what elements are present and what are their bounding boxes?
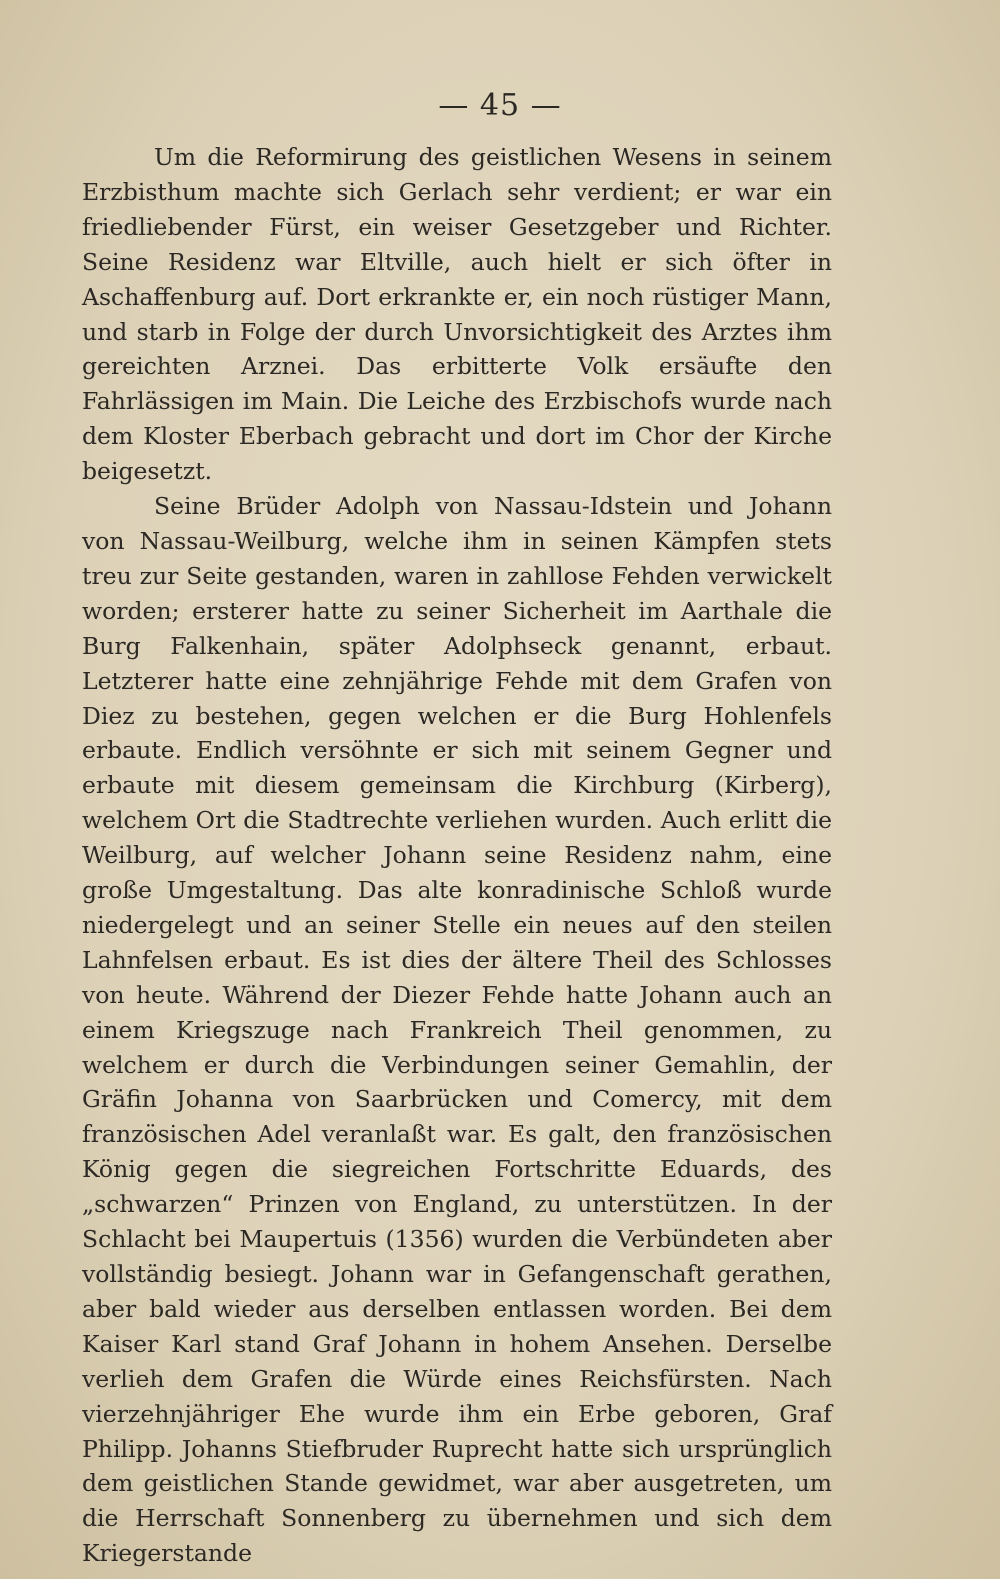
page-number: — 45 — [438, 88, 562, 123]
paragraph-2: Seine Brüder Adolph von Nassau-Idstein und Johann von Nassau-Weilburg, welche ihm in seinen Kämpfen stets treu zur Seite gestanden, waren in zahllose Fehden verwickelt worden; ersterer hatte zu seiner Sicherheit im Aarthale die Burg Falkenhain, später Adolphseck genannt, erbaut. Letzterer hatte eine zehnjährige Fehde mit dem Grafen von Diez zu bestehen, gegen welchen er die Burg Hohlenfels erbaute. Endlich versöhnte er sich mit seinem Gegner und erbaute mit diesem gemeinsam die Kirchburg (Kirberg), welchem Ort die Stadtrechte verliehen wurden. Auch erlitt die Weilburg, auf welcher Johann seine Residenz nahm, eine große Umgestaltung. Das alte konradinische Schloß wurde niedergelegt und an seiner Stelle ein neues auf den steilen Lahnfelsen erbaut. Es ist dies der ältere Theil des Schlosses von heute. Während der Diezer Fehde hatte Johann auch an einem Kriegszuge nach Frankreich Theil genommen, zu welchem er durch die Verbindungen seiner Gemahlin, der Gräfin Johanna von Saarbrücken und Comercy, mit dem französischen Adel veranlaßt war. Es galt, den französischen König gegen die siegreichen Fortschritte Eduards, des „schwarzen“ Prinzen von England, zu unterstützen. In der Schlacht bei Maupertuis (1356) wurden die Verbündeten aber vollständig besiegt. Johann war in Gefangenschaft gerathen, aber bald wieder aus derselben entlassen worden. Bei dem Kaiser Karl stand Graf Johann in hohem Ansehen. Derselbe verlieh dem Grafen die Würde eines Reichsfürsten. Nach vierzehnjähriger Ehe wurde ihm ein Erbe geboren, Graf Philipp. Johanns Stiefbruder Ruprecht hatte sich ursprünglich dem geistlichen Stande gewidmet, war aber ausgetreten, um die Herrschaft Sonnenberg zu übernehmen und sich dem Kriegerstande [82, 492, 832, 1568]
paragraph-1: Um die Reformirung des geistlichen Wesens in seinem Erzbisthum machte sich Gerlach sehr verdient; er war ein friedliebender Fürst, ein weiser Gesetzgeber und Richter. Seine Residenz war Eltville, auch hielt er sich öfter in Aschaffenburg auf. Dort erkrankte er, ein noch rüstiger Mann, und starb in Folge der durch Unvorsichtigkeit des Arztes ihm gereichten Arznei. Das erbitterte Volk ersäufte den Fahrlässigen im Main. Die Leiche des Erzbischofs wurde nach dem Kloster Eberbach gebracht und dort im Chor der Kirche beigesetzt. [82, 143, 832, 486]
body-text [82, 140, 832, 1571]
